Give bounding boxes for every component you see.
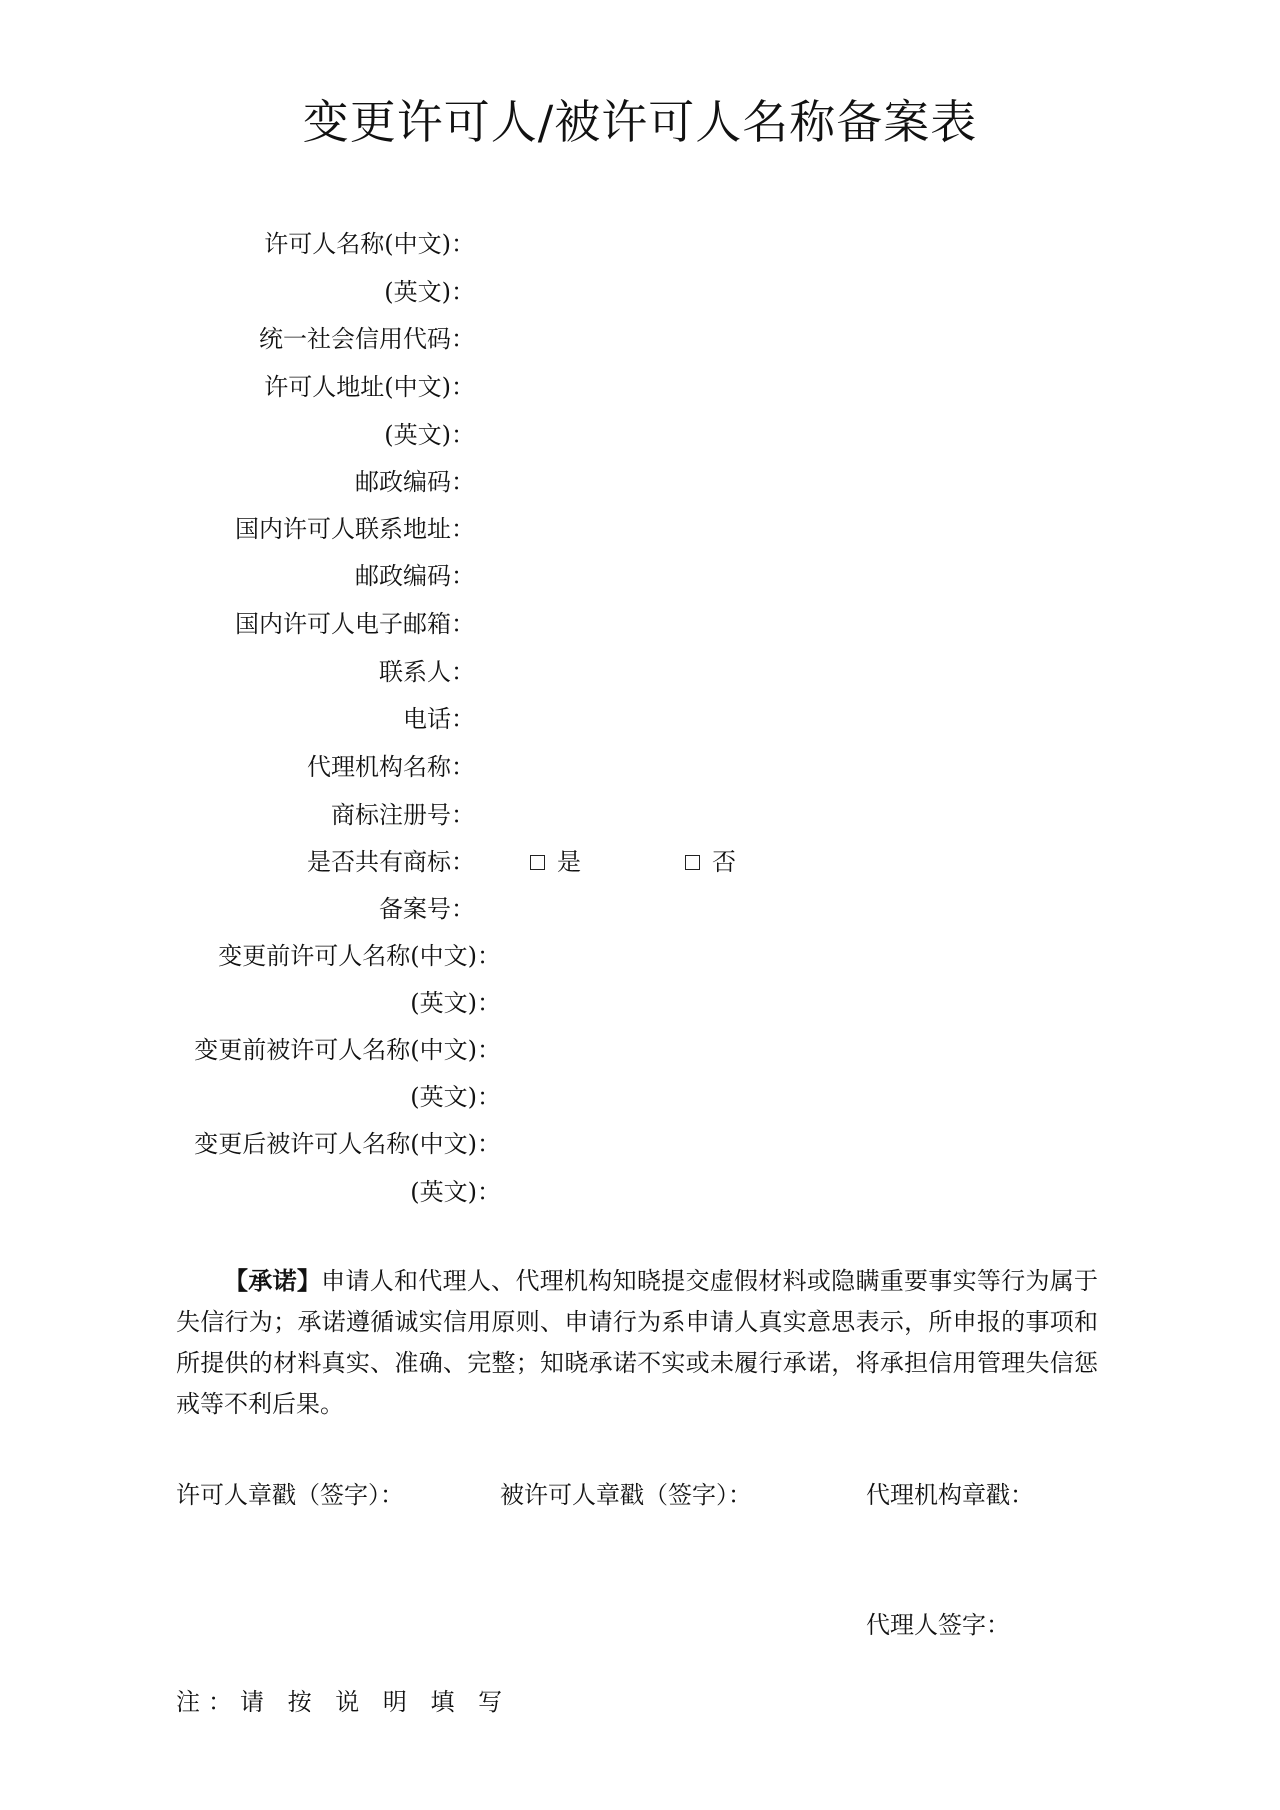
licensor-name-cn-label: 许可人名称(中文) bbox=[264, 230, 451, 258]
phone-colon: ： bbox=[451, 705, 475, 733]
postal-code-colon-1: ： bbox=[451, 468, 475, 496]
agent-signature-label: 代理人签字： bbox=[866, 1611, 1010, 1639]
shared-trademark-no-choice[interactable] bbox=[685, 844, 736, 880]
before-licensee-name-cn-label: 变更前被许可人名称(中文) bbox=[194, 1036, 477, 1064]
contact-person-row bbox=[230, 654, 475, 690]
domestic-email-colon: ： bbox=[451, 610, 475, 638]
licensor-address-cn-colon: ： bbox=[451, 373, 475, 401]
licensor-name-cn-row bbox=[230, 226, 475, 262]
postal-code-label-2: 邮政编码 bbox=[355, 562, 451, 590]
domestic-contact-address-row bbox=[210, 511, 475, 547]
record-no-colon: ： bbox=[451, 895, 475, 923]
after-licensee-name-en-row bbox=[175, 1174, 501, 1210]
shared-trademark-yes-label: 是 bbox=[557, 848, 581, 876]
before-licensor-name-cn-row bbox=[175, 938, 501, 974]
shared-trademark-yes-choice[interactable] bbox=[530, 844, 581, 880]
after-licensee-name-cn-colon: ： bbox=[477, 1130, 501, 1158]
before-licensor-name-en-colon: ： bbox=[477, 989, 501, 1017]
domestic-email-label: 国内许可人电子邮箱 bbox=[235, 610, 451, 638]
licensor-address-en-colon: ： bbox=[451, 421, 475, 449]
shared-trademark-colon: ： bbox=[451, 848, 475, 876]
phone-row bbox=[230, 701, 475, 737]
trademark-registration-no-colon: ： bbox=[451, 801, 475, 829]
postal-code-colon-2: ： bbox=[451, 562, 475, 590]
licensor-name-en-colon: ： bbox=[451, 278, 475, 306]
before-licensee-name-cn-colon: ： bbox=[477, 1036, 501, 1064]
before-licensor-name-en-label: (英文) bbox=[410, 989, 477, 1017]
agency-name-colon: ： bbox=[451, 753, 475, 781]
postal-code-row-1 bbox=[230, 464, 475, 500]
credit-code-colon: ： bbox=[451, 325, 475, 353]
record-no-row bbox=[230, 891, 475, 927]
shared-trademark-no-label: 否 bbox=[712, 848, 736, 876]
fill-instructions-note: 注：请 按 说 明 填 写 bbox=[176, 1688, 511, 1716]
promise-text: 申请人和代理人、代理机构知晓提交虚假材料或隐瞒重要事实等行为属于失信行为；承诺遵循诚实信用原则、申请行为系申请人真实意思表示，所申报的事项和所提供的材料真实、准确、完整；知晓承诺不实或未履行承诺，将承担信用管理失信惩戒等不利后果。 bbox=[176, 1267, 1099, 1418]
licensor-address-en-row bbox=[230, 417, 475, 453]
licensor-address-en-label: (英文) bbox=[384, 421, 451, 449]
domestic-contact-address-label: 国内许可人联系地址 bbox=[235, 515, 451, 543]
shared-trademark-row bbox=[230, 844, 475, 880]
after-licensee-name-cn-row bbox=[175, 1126, 501, 1162]
contact-person-colon: ： bbox=[451, 658, 475, 686]
shared-trademark-yes-checkbox[interactable] bbox=[530, 855, 545, 870]
before-licensor-name-cn-label: 变更前许可人名称(中文) bbox=[218, 942, 477, 970]
trademark-registration-no-label: 商标注册号 bbox=[331, 801, 451, 829]
phone-label: 电话 bbox=[403, 705, 451, 733]
after-licensee-name-cn-label: 变更后被许可人名称(中文) bbox=[194, 1130, 477, 1158]
before-licensee-name-en-row bbox=[175, 1079, 501, 1115]
postal-code-row-2 bbox=[230, 558, 475, 594]
after-licensee-name-en-colon: ： bbox=[477, 1178, 501, 1206]
shared-trademark-label: 是否共有商标 bbox=[307, 848, 451, 876]
promise-paragraph bbox=[176, 1260, 1098, 1425]
after-licensee-name-en-label: (英文) bbox=[410, 1178, 477, 1206]
licensor-name-cn-colon: ： bbox=[451, 230, 475, 258]
page-title: 变更许可人/被许可人名称备案表 bbox=[302, 95, 978, 149]
licensor-name-en-label: (英文) bbox=[384, 278, 451, 306]
domestic-email-row bbox=[210, 606, 475, 642]
record-no-label: 备案号 bbox=[379, 895, 451, 923]
agency-name-row bbox=[230, 749, 475, 785]
licensor-name-en-row bbox=[230, 274, 475, 310]
before-licensor-name-cn-colon: ： bbox=[477, 942, 501, 970]
before-licensee-name-cn-row bbox=[175, 1032, 501, 1068]
shared-trademark-no-checkbox[interactable] bbox=[685, 855, 700, 870]
credit-code-label: 统一社会信用代码 bbox=[259, 325, 451, 353]
licensor-seal-signature-label: 许可人章戳（签字）： bbox=[176, 1481, 404, 1509]
before-licensor-name-en-row bbox=[175, 985, 501, 1021]
contact-person-label: 联系人 bbox=[379, 658, 451, 686]
licensee-seal-signature-label: 被许可人章戳（签字）： bbox=[500, 1481, 752, 1509]
licensor-address-cn-label: 许可人地址(中文) bbox=[264, 373, 451, 401]
before-licensee-name-en-label: (英文) bbox=[410, 1083, 477, 1111]
credit-code-row bbox=[230, 321, 475, 357]
licensor-address-cn-row bbox=[230, 369, 475, 405]
postal-code-label-1: 邮政编码 bbox=[355, 468, 451, 496]
agency-name-label: 代理机构名称 bbox=[307, 753, 451, 781]
promise-heading: 【承诺】 bbox=[224, 1266, 322, 1295]
trademark-registration-no-row bbox=[230, 797, 475, 833]
domestic-contact-address-colon: ： bbox=[451, 515, 475, 543]
agency-seal-label: 代理机构章戳： bbox=[866, 1481, 1034, 1509]
before-licensee-name-en-colon: ： bbox=[477, 1083, 501, 1111]
